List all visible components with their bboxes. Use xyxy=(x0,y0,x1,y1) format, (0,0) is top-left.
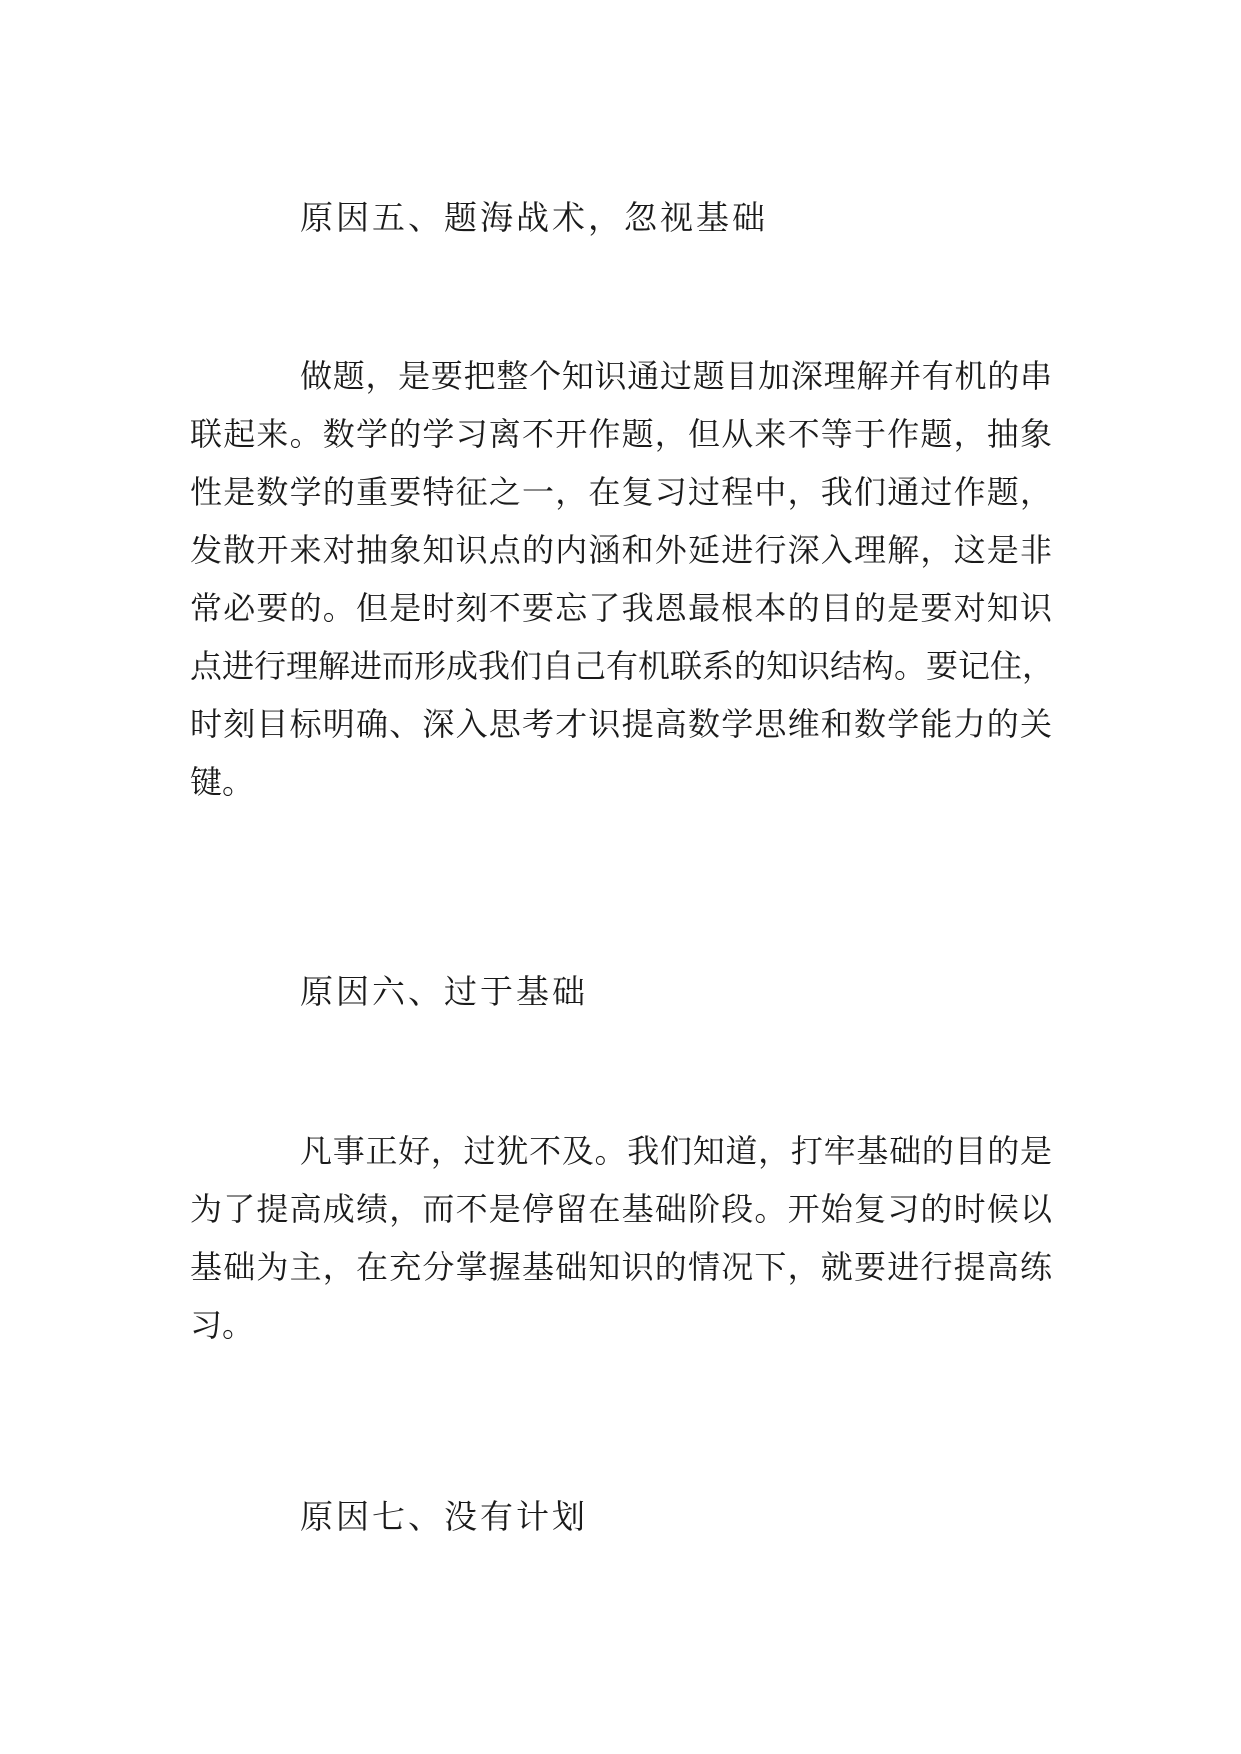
paragraph-line: 习。 xyxy=(190,1306,255,1344)
paragraph-line: 联起来。数学的学习离不开作题，但从来不等于作题，抽象 xyxy=(190,415,1052,453)
section-heading-reason-7: 原因七、没有计划 xyxy=(300,1497,588,1536)
paragraph-line: 发散开来对抽象知识点的内涵和外延进行深入理解，这是非 xyxy=(190,531,1052,569)
paragraph-line: 为了提高成绩，而不是停留在基础阶段。开始复习的时候以 xyxy=(190,1190,1052,1228)
section-heading-reason-5: 原因五、题海战术，忽视基础 xyxy=(300,198,768,237)
paragraph-line: 做题，是要把整个知识通过题目加深理解并有机的串 xyxy=(300,357,1052,395)
paragraph-line: 凡事正好，过犹不及。我们知道，打牢基础的目的是 xyxy=(300,1132,1052,1170)
paragraph-line: 点进行理解进而形成我们自己有机联系的知识结构。要记住， xyxy=(190,647,1055,685)
paragraph-line: 键。 xyxy=(190,763,255,801)
paragraph-line: 基础为主，在充分掌握基础知识的情况下，就要进行提高练 xyxy=(190,1248,1052,1286)
paragraph-reason-6 xyxy=(190,1122,1052,1354)
paragraph-line: 性是数学的重要特征之一，在复习过程中，我们通过作题， xyxy=(190,473,1052,511)
paragraph-line: 常必要的。但是时刻不要忘了我恩最根本的目的是要对知识 xyxy=(190,589,1052,627)
paragraph-reason-5 xyxy=(190,347,1055,811)
section-heading-reason-6: 原因六、过于基础 xyxy=(300,972,588,1011)
paragraph-line: 时刻目标明确、深入思考才识提高数学思维和数学能力的关 xyxy=(190,705,1052,743)
